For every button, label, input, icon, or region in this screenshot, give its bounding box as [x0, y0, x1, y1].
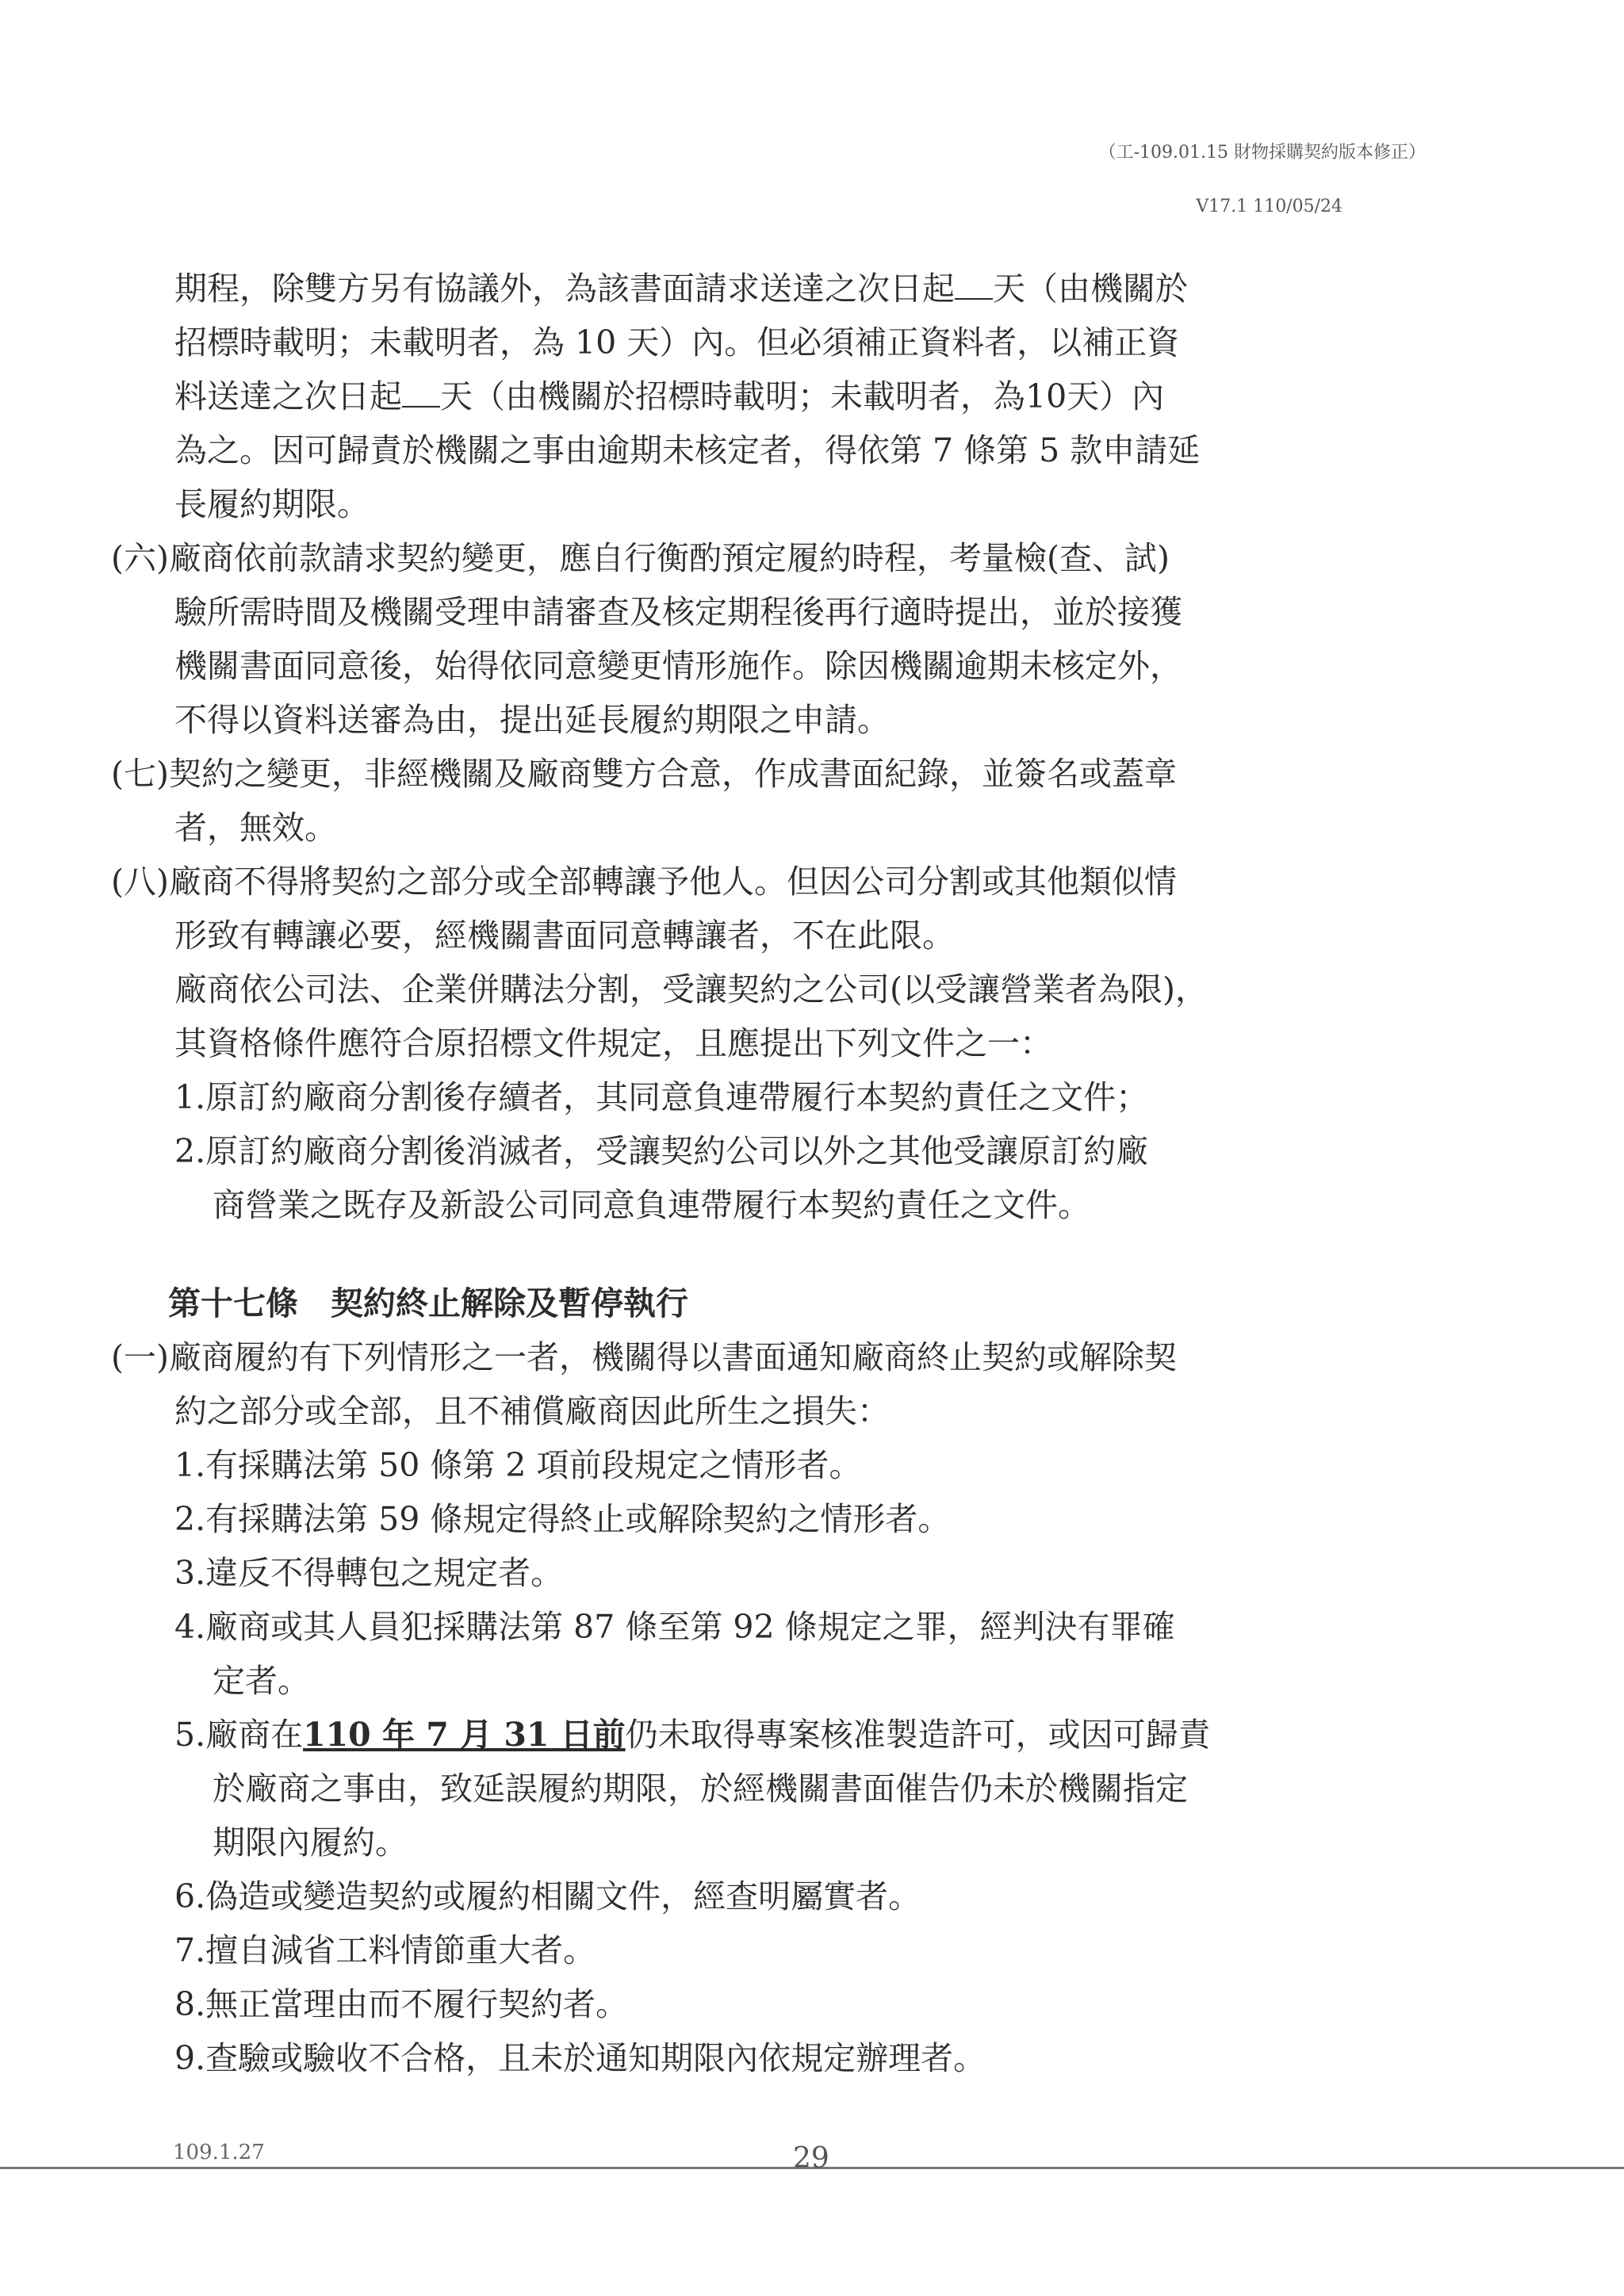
page-number: 29	[793, 2142, 829, 2175]
text-line: 於廠商之事由，致延誤履約期限，於經機關書面催告仍未於機關指定	[213, 1770, 1188, 1808]
text-line: 期程，除雙方另有協議外，為該書面請求送達之次日起 天（由機關於	[174, 270, 1188, 308]
list-item: 2.有採購法第 59 條規定得終止或解除契約之情形者。	[174, 1500, 951, 1538]
text-line: 約之部分或全部，且不補償廠商因此所生之損失：	[174, 1392, 890, 1430]
text-line: 定者。	[213, 1662, 310, 1700]
text-line: 廠商依公司法、企業併購法分割，受讓契約之公司(以受讓營業者為限)，	[174, 970, 1208, 1008]
text-line: 為之。因可歸責於機關之事由逾期未核定者，得依第 7 條第 5 款申請延	[174, 431, 1201, 469]
clause-7: (七)契約之變更，非經機關及廠商雙方合意，作成書面紀錄，並簽名或蓋章	[111, 755, 1177, 793]
version-label: V17.1 110/05/24	[1196, 197, 1342, 216]
text-line: 驗所需時間及機關受理申請審查及核定期程後再行適時提出，並於接獲	[174, 593, 1182, 631]
text-line: 不得以資料送審為由，提出延長履約期限之申請。	[174, 701, 890, 739]
article-title: 第十七條 契約終止解除及暫停執行	[168, 1284, 688, 1322]
list-item: 2.原訂約廠商分割後消滅者，受讓契約公司以外之其他受讓原訂約廠	[174, 1132, 1149, 1170]
text-line: 機關書面同意後，始得依同意變更情形施作。除因機關逾期未核定外，	[174, 647, 1182, 685]
list-item: 6.偽造或變造契約或履約相關文件，經查明屬實者。	[174, 1877, 921, 1915]
text-line: 期限內履約。	[213, 1823, 408, 1862]
list-item: 1.原訂約廠商分割後存續者，其同意負連帶履行本契約責任之文件；	[174, 1078, 1149, 1116]
list-item: 9.查驗或驗收不合格，且未於通知期限內依規定辦理者。	[174, 2039, 986, 2077]
text-line: 其資格條件應符合原招標文件規定，且應提出下列文件之一：	[174, 1024, 1052, 1062]
deadline-emphasis: 110 年 7 月 31 日前	[303, 1716, 626, 1754]
list-item: 7.擅自減省工料情節重大者。	[174, 1931, 596, 1969]
clause-8: (八)廠商不得將契約之部分或全部轉讓予他人。但因公司分割或其他類似情	[111, 863, 1177, 901]
list-item: 8.無正當理由而不履行契約者。	[174, 1985, 629, 2023]
fill-in-blank	[955, 274, 993, 300]
document-body	[111, 262, 1459, 2085]
text-line: 者，無效。	[174, 809, 337, 847]
fill-in-blank	[402, 382, 440, 408]
clause-1: (一)廠商履約有下列情形之一者，機關得以書面通知廠商終止契約或解除契	[111, 1338, 1177, 1376]
text-line: 商營業之既存及新設公司同意負連帶履行本契約責任之文件。	[213, 1186, 1090, 1224]
list-item: 5.廠商在110 年 7 月 31 日前仍未取得專案核准製造許可，或因可歸責	[174, 1716, 1211, 1754]
text-line: 料送達之次日起 天（由機關於招標時載明；未載明者，為10天）內	[174, 377, 1165, 415]
text-line: 招標時載明；未載明者，為 10 天）內。但必須補正資料者，以補正資	[174, 323, 1180, 362]
text-line: 長履約期限。	[174, 485, 370, 523]
clause-6: (六)廠商依前款請求契約變更，應自行衡酌預定履約時程，考量檢(查、試)	[111, 539, 1170, 577]
text-line: 形致有轉讓必要，經機關書面同意轉讓者，不在此限。	[174, 916, 955, 955]
list-item: 1.有採購法第 50 條第 2 項前段規定之情形者。	[174, 1446, 862, 1484]
footer-code: 109.1.27	[173, 2141, 265, 2164]
list-item: 4.廠商或其人員犯採購法第 87 條至第 92 條規定之罪，經判決有罪確	[174, 1608, 1175, 1646]
revision-note: （工-109.01.15 財物採購契約版本修正）	[1098, 143, 1426, 163]
list-item: 3.違反不得轉包之規定者。	[174, 1554, 564, 1592]
